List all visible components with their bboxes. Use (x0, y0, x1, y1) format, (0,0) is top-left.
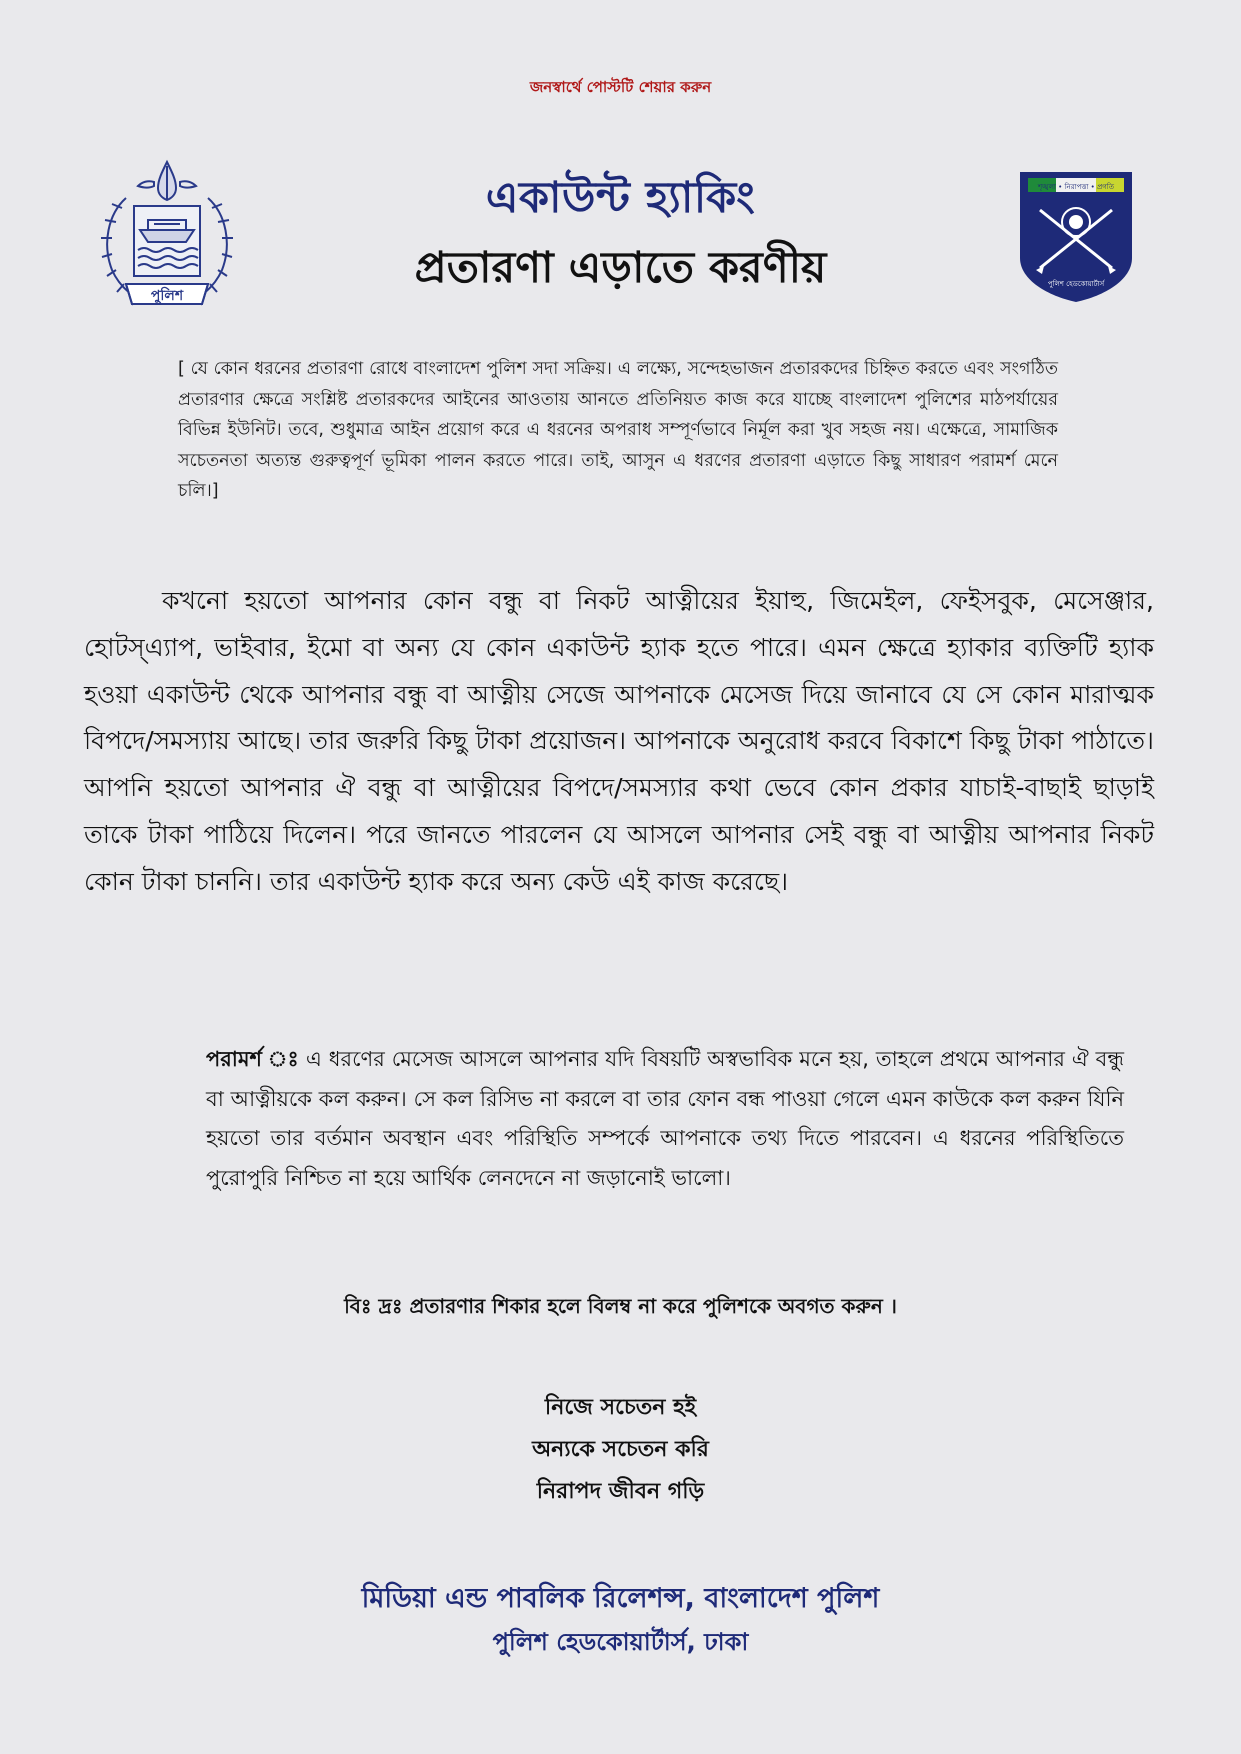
share-note: জনস্বার্থে পোস্টটি শেয়ার করুন (529, 78, 712, 96)
page-subtitle: প্রতারণা এড়াতে করণীয় (414, 243, 827, 293)
note-line: বিঃ দ্রঃ প্রতারণার শিকার হলে বিলম্ব না করে পুলিশকে অবগত করুন । (344, 1294, 897, 1318)
page-title: একাউন্ট হ্যাকিং (485, 173, 756, 223)
slogan-line-3: নিরাপদ জীবন গড়ি (536, 1479, 705, 1504)
slogan-line-2: অন্যকে সচেতন করি (532, 1437, 709, 1462)
intro-paragraph: [ যে কোন ধরনের প্রতারণা রোধে বাংলাদেশ পুলিশ সদা সক্রিয়। এ লক্ষ্যে, সন্দেহভাজন প্রতারকদের চিহ্নিত করতে এবং সংগঠিত প্রতারণার ক্ষেত্রে সংশ্লিষ্ট প্রতারকদের আইনের আওতায় আনতে প্রতিনিয়ত কাজ করে যাচ্ছে বাংলাদেশ পুলিশের মাঠপর্যায়ের বিভিন্ন ইউনিট। তবে, শুধুমাত্র আইন প্রয়োগ করে এ ধরনের অপরাধ সম্পূর্ণভাবে নির্মূল করা খুব সহজ নয়। এক্ষেত্রে, সামাজিক সচেতনতা অত্যন্ত গুরুত্বপূর্ণ ভূমিকা পালন করতে পারে। তাই, আসুন এ ধরণের প্রতারণা এড়াতে কিছু সাধারণ পরামর্শ মেনে চলি।] (178, 359, 1058, 501)
shield-bottom-text: পুলিশ হেডকোয়ার্টার্স (1047, 280, 1105, 288)
advice-text: এ ধরণের মেসেজ আসলে আপনার যদি বিষয়টি অস্বভাবিক মনে হয়, তাহলে প্রথমে আপনার ঐ বন্ধু বা আত্নীয়কে কল করুন। সে কল রিসিভ না করলে বা তার ফোন বন্ধ পাওয়া গেলে এমন কাউকে কল করুন যিনি হয়তো তার বর্তমান অবস্থান এবং পরিস্থিতি সম্পর্কে আপনাকে তথ্য দিতে পারবেন। এ ধরনের পরিস্থিতিতে পুরোপুরি নিশ্চিত না হয়ে আর্থিক লেনদেনে না জড়ানোই ভালো। (206, 1047, 1124, 1190)
shield-banner-text: শৃঙ্খলা • নিরাপত্তা • প্রগতি (1037, 183, 1115, 191)
police-headquarters-shield-icon (1018, 170, 1134, 304)
slogan-line-1: নিজে সচেতন হই (544, 1395, 697, 1420)
main-paragraph: কখনো হয়তো আপনার কোন বন্ধু বা নিকট আত্নীয়ের ইয়াহু, জিমেইল, ফেইসবুক, মেসেঞ্জার, হোটস্এ্যাপ, ভাইবার, ইমো বা অন্য যে কোন একাউন্ট হ্যাক হতে পারে। এমন ক্ষেত্রে হ্যাকার ব্যক্তিটি হ্যাক হওয়া একাউন্ট থেকে আপনার বন্ধু বা আত্নীয় সেজে আপনাকে মেসেজ দিয়ে জানাবে যে সে কোন মারাত্মক বিপদে/সমস্যায় আছে। তার জরুরি কিছু টাকা প্রয়োজন। আপনাকে অনুরোধ করবে বিকাশে কিছু টাকা পাঠাতে। আপনি হয়তো আপনার ঐ বন্ধু বা আত্নীয়ের বিপদে/সমস্যার কথা ভেবে কোন প্রকার যাচাই-বাছাই ছাড়াই তাকে টাকা পাঠিয়ে দিলেন। পরে জানতে পারলেন যে আসলে আপনার সেই বন্ধু বা আত্নীয় আপনার নিকট কোন টাকা চাননি। তার একাউন্ট হ্যাক করে অন্য কেউ এই কাজ করেছে। (84, 586, 1154, 896)
advice-label: পরামর্শ ঃ (206, 1047, 299, 1071)
footer-location: পুলিশ হেডকোয়ার্টার্স, ঢাকা (492, 1628, 749, 1656)
advice-paragraph (206, 1040, 1124, 1198)
emblem-ribbon-text: পুলিশ (150, 288, 184, 304)
footer-organization: মিডিয়া এন্ড পাবলিক রিলেশন্স, বাংলাদেশ পুলিশ (361, 1583, 880, 1614)
